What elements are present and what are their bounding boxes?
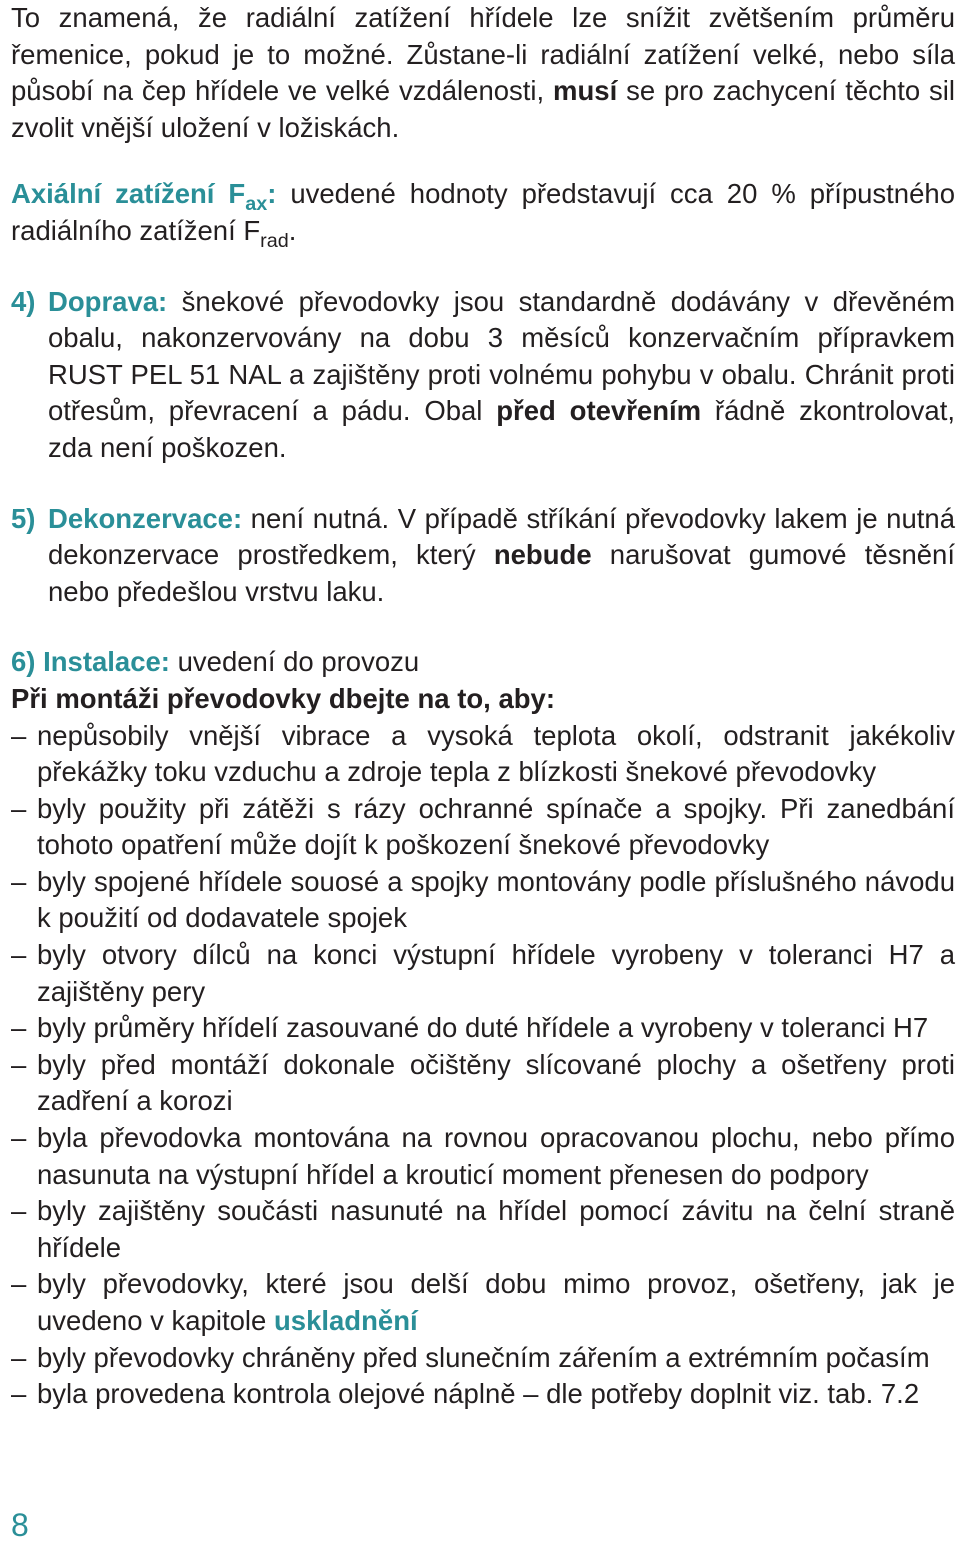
list-item: – byly zajištěny součásti nasunuté na hřídel pomocí závitu na čelní straně hřídele: [11, 1193, 955, 1266]
axial-load-subscript: rad: [260, 229, 289, 252]
section-title: Dekonzervace:: [48, 502, 243, 534]
installation-heading: Při montáži převodovky dbejte na to, aby:: [11, 682, 555, 714]
section-bold-text: před otevřením: [496, 395, 702, 427]
intro-paragraph: [11, 0, 955, 146]
section-text: není nutná. V případě stříkání převodovky lakem je nutná dekonzervace prostředkem, který: [48, 502, 955, 571]
axial-load-text: uvedené hodnoty představují cca 20 % přípustného radiálního zatížení F: [11, 178, 955, 246]
list-item: – byly průměry hřídelí zasouvané do duté hřídele a vyrobeny v toleranci H7: [11, 1010, 955, 1047]
list-item: – nepůsobily vnější vibrace a vysoká teplota okolí, odstranit jakékoliv překážky toku vzduchu a zdroje tepla z blízkosti šnekové převodovky: [11, 718, 955, 791]
installation-checklist: [11, 718, 955, 1413]
list-item: – byly převodovky, které jsou delší dobu mimo provoz, ošetřeny, jak je uvedeno v kapitole uskladnění: [11, 1266, 955, 1339]
section-subtitle: uvedení do provozu: [169, 646, 420, 678]
section-number: 5): [11, 502, 36, 534]
axial-load-label: Axiální zatížení $F_{ax}$:: [11, 178, 277, 216]
list-item: – byla provedena kontrola olejové náplně – dle potřeby doplnit viz. tab. 7.2: [11, 1376, 955, 1413]
document-page: [11, 0, 955, 1413]
list-item: – byly spojené hřídele souosé a spojky montovány podle příslušného návodu k použití od dodavatele spojek: [11, 864, 955, 937]
list-item: – byly před montáží dokonale očištěny slícované plochy a ošetřeny proti zadření a korozi: [11, 1047, 955, 1120]
section-bold-text: nebude: [493, 539, 592, 571]
axial-load-paragraph: Axiální zatížení $F_{ax}$: uvedené hodnoty představují cca 20 % přípustného radiálního zatížení $F_{rad}$.: [11, 178, 955, 252]
list-item: – byla převodovka montována na rovnou opracovanou plochu, nebo přímo nasunuta na výstupní hřídel a krouticí moment přenesen do podpory: [11, 1120, 955, 1193]
section-installation-header: [11, 644, 955, 681]
list-item: – byly otvory dílců na konci výstupní hřídele vyrobeny v toleranci H7 a zajištěny pery: [11, 937, 955, 1010]
section-title: Instalace:: [43, 646, 170, 678]
section-deconservation: [11, 501, 955, 611]
section-number: 6): [11, 646, 36, 678]
section-text-end: narušovat gumové těsnění nebo předešlou vrstvu laku.: [48, 539, 955, 607]
section-text-end: řádně zkontrolovat, zda není poškozen.: [48, 395, 956, 463]
list-item: – byly použity při zátěži s rázy ochranné spínače a spojky. Při zanedbání tohoto opatření může dojít k poškození šnekové převodovky: [11, 791, 955, 864]
chapter-reference-link[interactable]: uskladnění: [273, 1305, 418, 1336]
list-item: – byly převodovky chráněny před slunečním zářením a extrémním počasím: [11, 1340, 955, 1377]
intro-text-end: se pro zachycení těchto sil zvolit vnější uložení v ložiskách.: [11, 75, 955, 143]
section-number: 4): [11, 285, 36, 317]
section-title: Doprava:: [48, 285, 168, 317]
section-transport: [11, 284, 955, 467]
section-text: šnekové převodovky jsou standardně dodávány v dřevěném obalu, nakonzervovány na dobu 3 měsíců konzervačním přípravkem RUST PEL 51 NAL a zajištěny proti volnému pohybu v obalu. Chránit proti otřesům, převracení a pádu. Obal: [48, 285, 955, 427]
page-number: 8: [11, 1507, 29, 1543]
intro-text: To znamená, že radiální zatížení hřídele lze snížit zvětšením průměru řemenice, pokud je to možné. Zůstane-li radiální zatížení velké, nebo síla působí na čep hřídele ve velké vzdálenosti,: [11, 2, 955, 107]
intro-bold-word: musí: [553, 75, 618, 107]
